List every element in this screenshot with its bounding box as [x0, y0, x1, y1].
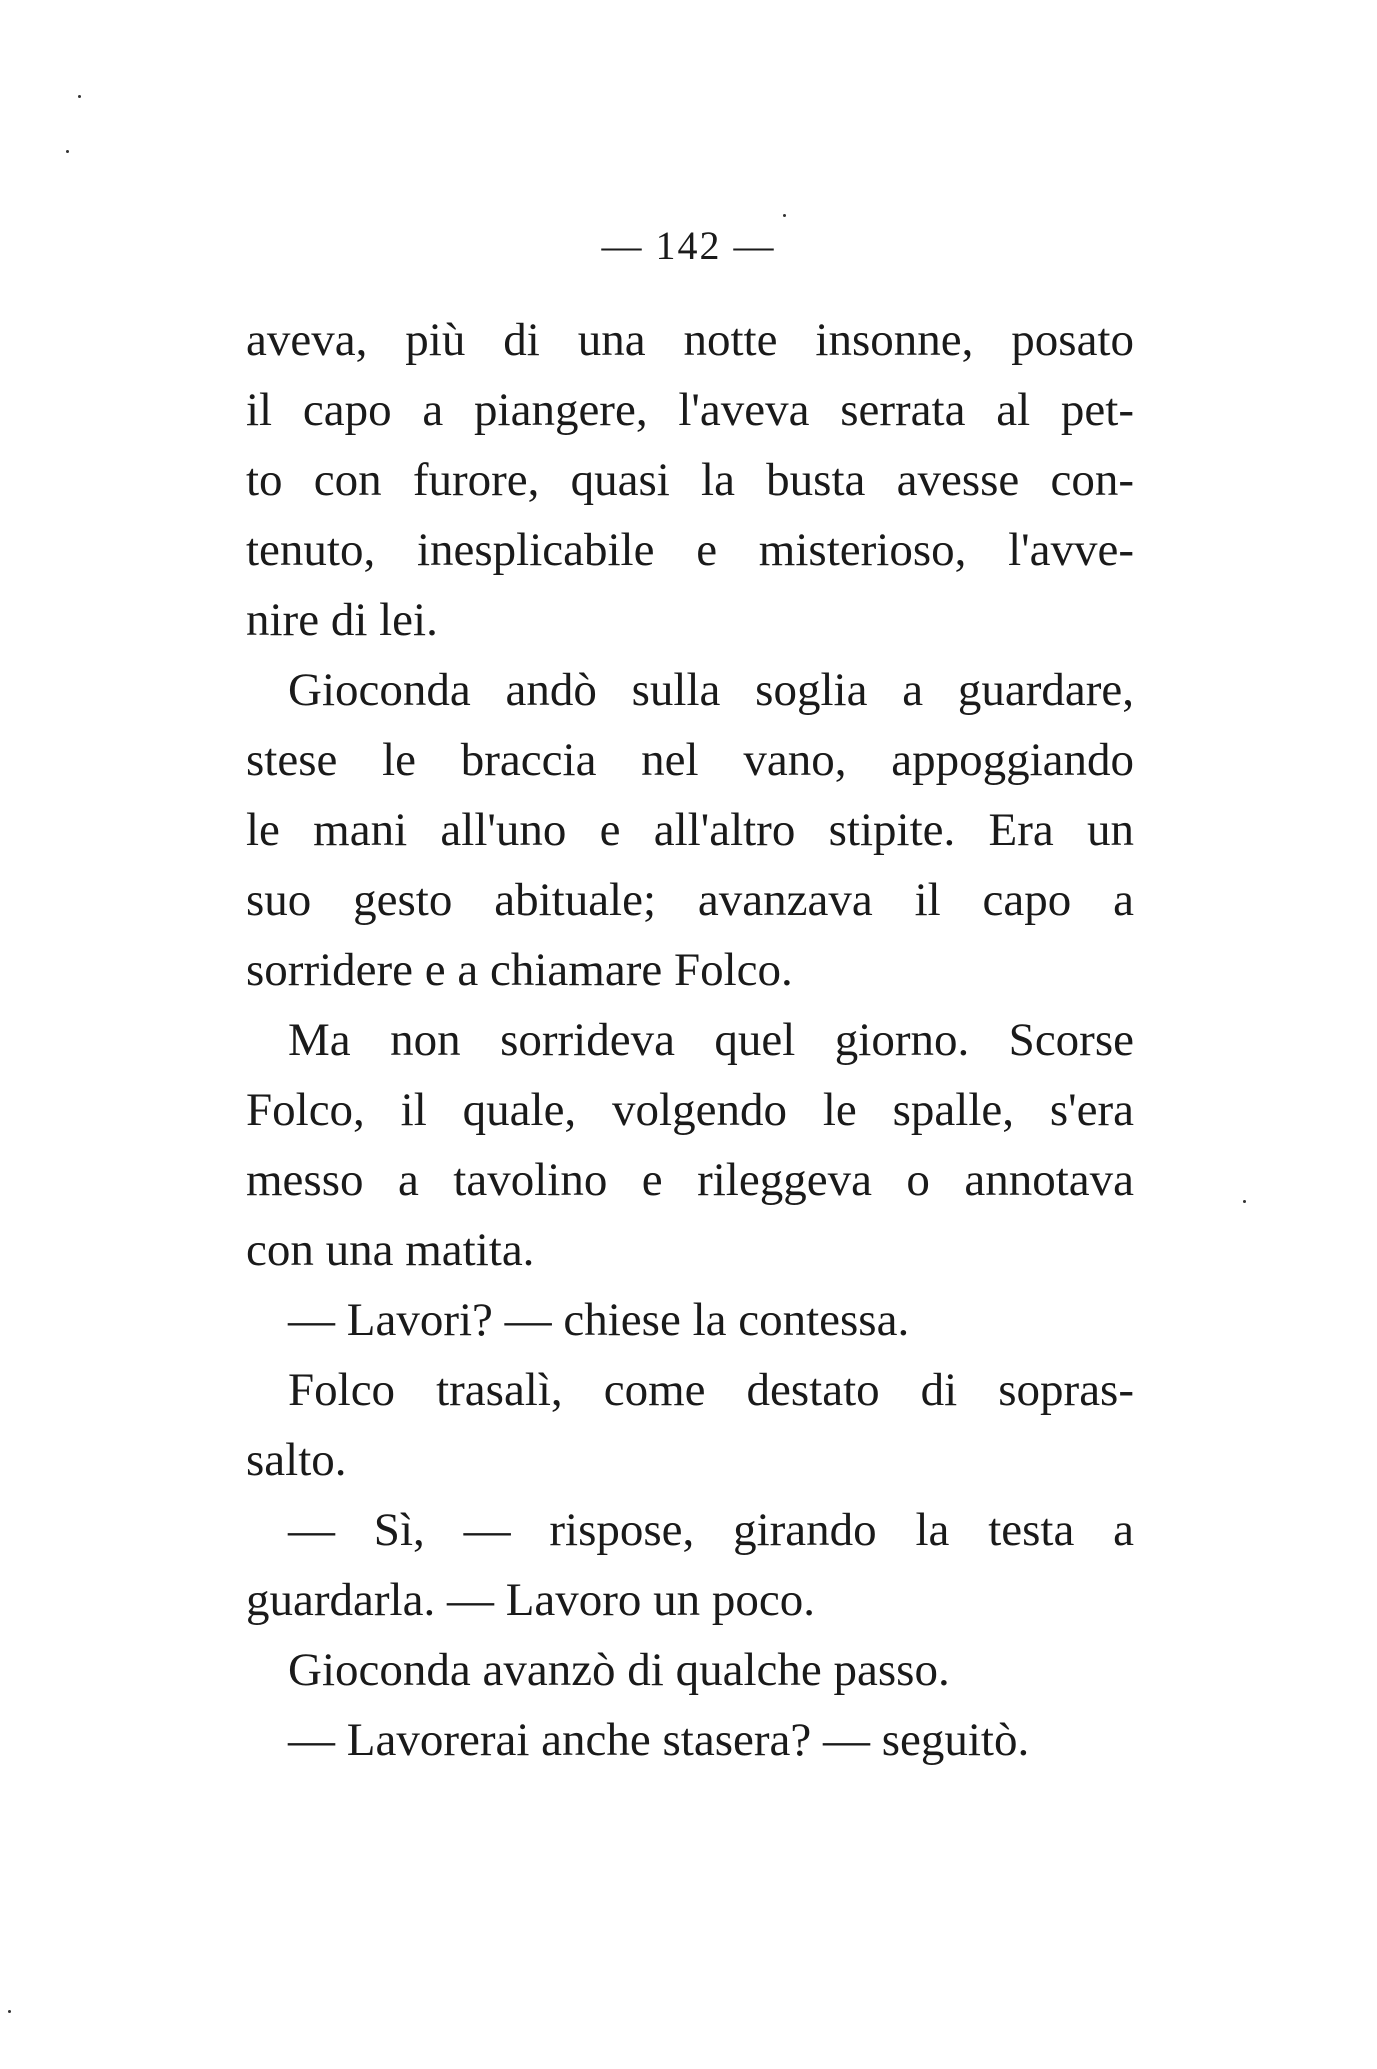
text-line: messo a tavolino e rileggeva o annotava — [246, 1154, 1134, 1206]
text-line: — Lavori? — chiese la contessa. — [288, 1294, 910, 1346]
scan-speck — [66, 150, 69, 153]
text-line: Gioconda avanzò di qualche passo. — [288, 1644, 950, 1696]
text-line: Ma non sorrideva quel giorno. Scorse — [288, 1014, 1134, 1066]
text-line: Folco trasalì, come destato di sopras- — [288, 1364, 1134, 1416]
text-line: con una matita. — [246, 1224, 535, 1276]
body-text — [246, 305, 1134, 1775]
text-line: Gioconda andò sulla soglia a guardare, — [288, 664, 1134, 716]
page-number: — 142 — — [601, 223, 776, 268]
text-line: suo gesto abituale; avanzava il capo a — [246, 874, 1134, 926]
text-line: tenuto, inesplicabile e misterioso, l'avve- — [246, 524, 1134, 576]
text-line: Folco, il quale, volgendo le spalle, s'era — [246, 1084, 1134, 1136]
text-line: to con furore, quasi la busta avesse con- — [246, 454, 1134, 506]
scan-speck — [78, 95, 81, 98]
scan-speck — [783, 214, 786, 217]
text-line: aveva, più di una notte insonne, posato — [246, 314, 1134, 366]
text-line: nire di lei. — [246, 594, 438, 646]
text-line: le mani all'uno e all'altro stipite. Era un — [246, 804, 1134, 856]
text-line: sorridere e a chiamare Folco. — [246, 944, 793, 996]
scan-speck — [1243, 1200, 1246, 1203]
text-line: — Lavorerai anche stasera? — seguitò. — [288, 1714, 1030, 1766]
text-line: — Sì, — rispose, girando la testa a — [288, 1504, 1134, 1556]
text-line: guardarla. — Lavoro un poco. — [246, 1574, 816, 1626]
text-line: stese le braccia nel vano, appoggiando — [246, 734, 1134, 786]
scan-speck — [8, 2010, 11, 2013]
text-line: salto. — [246, 1434, 347, 1486]
text-line: il capo a piangere, l'aveva serrata al pet- — [246, 384, 1134, 436]
